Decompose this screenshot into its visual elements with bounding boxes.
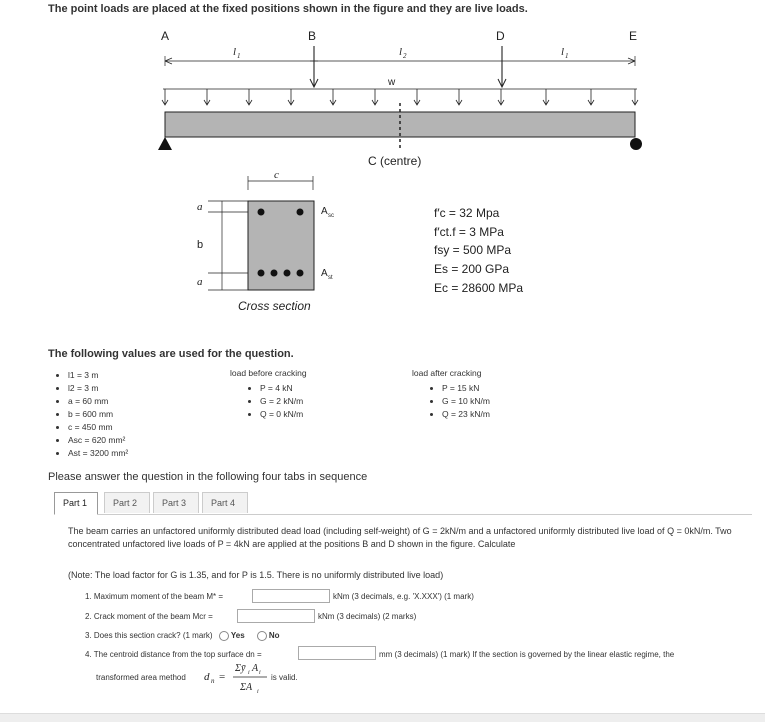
- question-2-label: 2. Crack moment of the beam Mcr =: [85, 612, 213, 621]
- crack-moment-input[interactable]: [237, 609, 315, 623]
- svg-text:A: A: [321, 206, 328, 217]
- before-cracking-list: [244, 382, 303, 421]
- point-e-label: E: [629, 29, 638, 43]
- svg-text:Cross section: Cross section: [238, 299, 311, 313]
- svg-text:i: i: [248, 670, 250, 676]
- before-cracking-heading: load before cracking: [230, 368, 307, 378]
- answer-instructions: Please answer the question in the following four tabs in sequence: [48, 471, 368, 483]
- svg-text:Ec = 28600 MPa: Ec = 28600 MPa: [434, 281, 524, 295]
- valid-label: is valid.: [271, 673, 298, 682]
- list-item: • Ast = 3200 mm²: [68, 447, 128, 460]
- question-4-unit: mm (3 decimals) (1 mark) If the section is governed by the linear elastic regime, the: [379, 650, 675, 659]
- svg-text:i: i: [257, 689, 259, 695]
- svg-text:Σȳ: Σȳ: [235, 663, 246, 674]
- centre-label: C (centre): [368, 154, 422, 168]
- pin-support: [158, 137, 172, 150]
- list-item: • Asc = 620 mm²: [68, 434, 128, 447]
- list-item: • Q = 0 kN/m: [260, 408, 303, 421]
- question-3: [85, 631, 280, 641]
- udl-label: w: [388, 77, 396, 88]
- list-item: • G = 10 kN/m: [442, 395, 490, 408]
- question-1-unit: kNm (3 decimals, e.g. 'X.XXX') (1 mark): [333, 592, 474, 601]
- load-factor-note: (Note: The load factor for G is 1.35, and for P is 1.5. There is no uniformly distributed live load): [68, 570, 444, 580]
- tab-part-1[interactable]: Part 1: [54, 492, 98, 515]
- part-tabs: [54, 492, 752, 515]
- max-moment-input[interactable]: [252, 589, 330, 603]
- dim-l1-right-sub: 1: [565, 52, 569, 60]
- dim-l2-sub: 2: [403, 52, 407, 60]
- svg-text:a: a: [197, 201, 203, 213]
- svg-text:A: A: [252, 663, 259, 674]
- svg-text:f′ct.f = 3 MPa: f′ct.f = 3 MPa: [434, 225, 504, 239]
- dim-l2: l: [399, 46, 403, 58]
- svg-text:i: i: [259, 670, 261, 676]
- after-cracking-heading: load after cracking: [412, 368, 482, 378]
- svg-text:c: c: [274, 169, 279, 181]
- after-cracking-list: [426, 382, 490, 421]
- list-item: • P = 15 kN: [442, 382, 490, 395]
- svg-text:st: st: [328, 275, 333, 281]
- dim-l1-left-sub: 1: [237, 52, 241, 60]
- svg-text:f′c = 32 Mpa: f′c = 32 Mpa: [434, 206, 500, 220]
- list-item: • l2 = 3 m: [68, 382, 128, 395]
- svg-text:fsy = 500 MPa: fsy = 500 MPa: [434, 243, 512, 257]
- centroid-distance-input[interactable]: [298, 646, 376, 660]
- tab-part-2[interactable]: Part 2: [104, 492, 150, 513]
- roller-support: [630, 138, 642, 150]
- no-label: No: [268, 631, 280, 641]
- svg-text:d: d: [204, 671, 210, 683]
- point-a-label: A: [161, 29, 170, 43]
- problem-description: The beam carries an unfactored uniformly distributed dead load (including self-weight) of G = 2kN/m and a unfactored uniformly distributed live load of Q = 0kN/m. Two concentrated unfactored live loads of P = 4kN are applied at the positions B and D shown in the figure. Calculate: [68, 526, 732, 549]
- question-3-label: 3. Does this section crack? (1 mark): [85, 631, 213, 641]
- svg-text:a: a: [197, 276, 203, 288]
- udl-arrows: [162, 89, 638, 105]
- yes-radio[interactable]: [219, 631, 229, 641]
- svg-text:n: n: [211, 677, 215, 685]
- cross-section: [197, 169, 334, 313]
- list-item: • b = 600 mm: [68, 408, 128, 421]
- question-2-unit: kNm (3 decimals) (2 marks): [318, 612, 417, 621]
- yes-label: Yes: [230, 631, 245, 641]
- method-label: transformed area method: [96, 673, 186, 682]
- list-item: • Q = 23 kN/m: [442, 408, 490, 421]
- intro-text: The point loads are placed at the fixed positions shown in the figure and they are live loads.: [48, 3, 528, 15]
- dim-l1-left: l: [233, 46, 237, 58]
- values-list: [52, 369, 128, 460]
- beam-figure: [0, 18, 765, 318]
- list-item: • c = 450 mm: [68, 421, 128, 434]
- svg-text:Es = 200 GPa: Es = 200 GPa: [434, 262, 510, 276]
- material-properties: [434, 206, 523, 295]
- svg-text:A: A: [321, 268, 328, 279]
- dim-l1-right: l: [561, 46, 565, 58]
- tab-part-3[interactable]: Part 3: [153, 492, 199, 513]
- list-item: • G = 2 kN/m: [260, 395, 303, 408]
- centroid-formula: [203, 657, 271, 697]
- svg-text:b: b: [197, 239, 204, 251]
- svg-text:ΣA: ΣA: [240, 682, 253, 693]
- list-item: • P = 4 kN: [260, 382, 303, 395]
- tab-part-4[interactable]: Part 4: [202, 492, 248, 513]
- svg-text:sc: sc: [328, 213, 334, 219]
- point-b-label: B: [308, 29, 317, 43]
- list-item: • l1 = 3 m: [68, 369, 128, 382]
- svg-text:=: =: [219, 671, 226, 683]
- point-d-label: D: [496, 29, 505, 43]
- no-radio[interactable]: [257, 631, 267, 641]
- list-item: • a = 60 mm: [68, 395, 128, 408]
- values-title: The following values are used for the question.: [48, 348, 294, 360]
- question-1-label: 1. Maximum moment of the beam M* =: [85, 592, 224, 601]
- question-4-label: 4. The centroid distance from the top surface dn =: [85, 650, 262, 659]
